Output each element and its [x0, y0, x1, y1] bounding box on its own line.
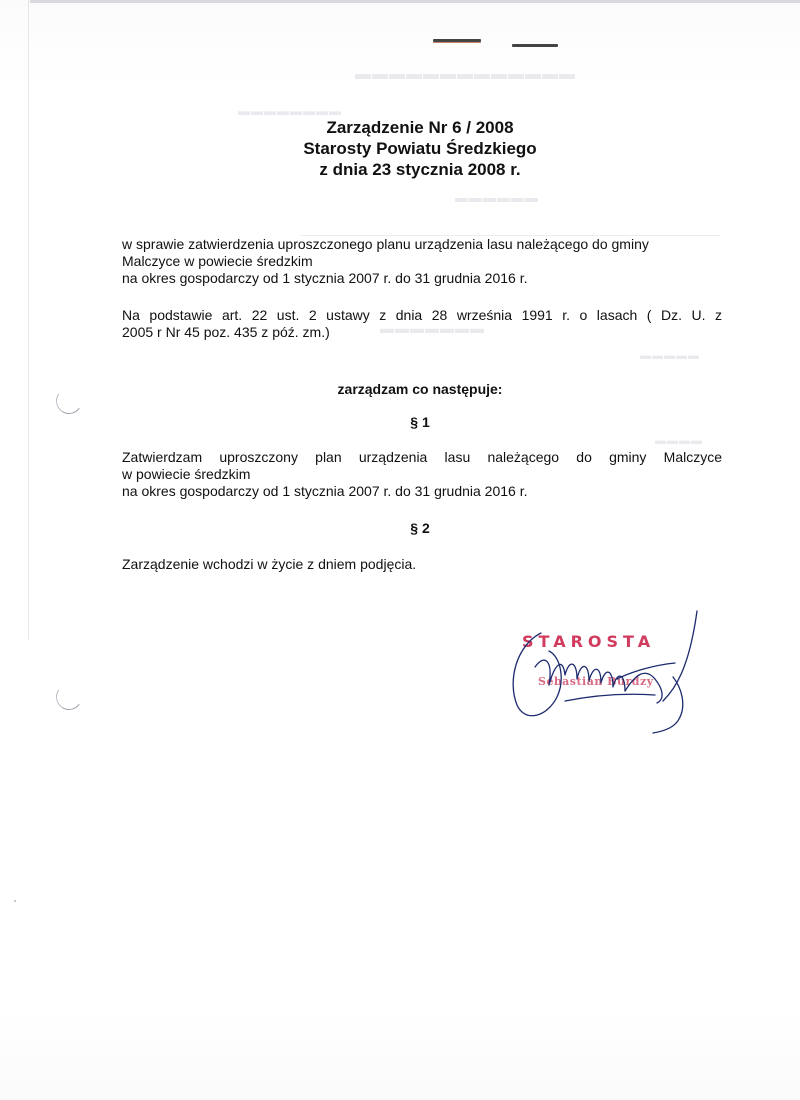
subject-line-1: w sprawie zatwierdzenia uproszczonego planu urządzenia lasu należącego do gminy: [122, 236, 649, 252]
bleed-through-text: ▬▬▬▬▬▬: [455, 190, 539, 205]
stamp-title: STAROSTA: [522, 632, 656, 651]
scan-speck: [14, 900, 16, 902]
section-2-paragraph: [122, 556, 722, 573]
bleed-through-text: ▬▬▬▬: [655, 435, 703, 447]
ordering-clause: zarządzam co następuje:: [337, 381, 503, 397]
punch-hole-mark: [54, 682, 84, 712]
section-1-heading: § 1: [410, 414, 430, 430]
title-line-1: Zarządzenie Nr 6 / 2008: [326, 118, 514, 137]
subject-paragraph: [122, 236, 722, 287]
legal-basis-line-1: Na podstawie art. 22 ust. 2 ustawy z dnia 28 września 1991 r. o lasach ( Dz. U. z: [122, 307, 722, 323]
scan-top-edge: [30, 0, 800, 3]
scan-mark-2: [512, 44, 558, 47]
stamp-name: Sebastian Burdzy: [538, 675, 654, 688]
bleed-through-text: ▬▬▬▬▬▬▬▬: [238, 104, 342, 118]
section-1-paragraph: [122, 449, 722, 500]
document-title: [0, 117, 800, 180]
bleed-through-text: ▬▬▬▬▬▬▬: [380, 320, 485, 336]
legal-basis-paragraph: [122, 307, 722, 341]
scan-mark-1: [433, 39, 481, 42]
bleed-through-text: ▬▬▬▬▬▬▬▬▬▬▬▬▬: [355, 66, 576, 83]
scan-left-edge: [28, 0, 29, 640]
section-2-text: Zarządzenie wchodzi w życie z dniem podjęcia.: [122, 556, 417, 572]
bleed-through-text: ▬▬▬▬▬: [640, 350, 700, 362]
subject-line-3: na okres gospodarczy od 1 stycznia 2007 r. do 31 grudnia 2016 r.: [122, 270, 528, 286]
legal-basis-line-2: 2005 r Nr 45 poz. 435 z póź. zm.): [122, 324, 330, 340]
section-1-line-3: na okres gospodarczy od 1 stycznia 2007 r. do 31 grudnia 2016 r.: [122, 483, 528, 499]
title-line-2: Starosty Powiatu Średzkiego: [303, 139, 537, 158]
title-line-3: z dnia 23 stycznia 2008 r.: [319, 160, 521, 179]
signature-image: [505, 605, 715, 740]
section-1-line-2: w powiecie średzkim: [122, 466, 251, 482]
section-1-line-1: Zatwierdzam uproszczony plan urządzenia lasu należącego do gminy Malczyce: [122, 449, 722, 465]
section-2-heading: § 2: [410, 520, 430, 536]
subject-line-2: Malczyce w powiecie średzkim: [122, 253, 313, 269]
